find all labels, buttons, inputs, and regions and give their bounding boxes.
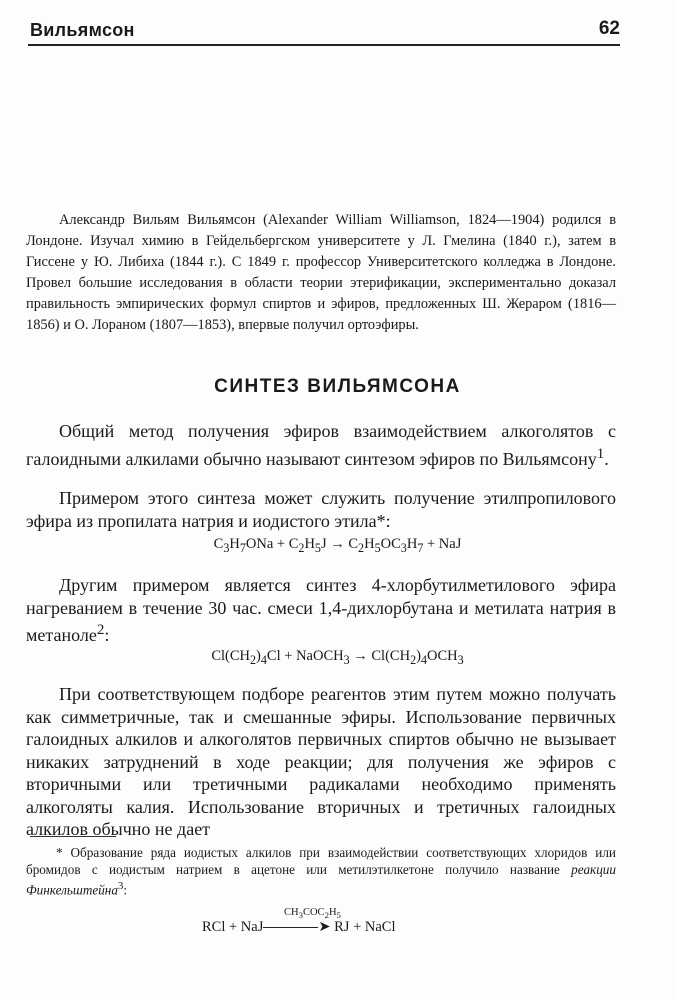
footnote-rule — [30, 836, 116, 837]
paragraph-general-method: Общий метод получения эфиров взаимодействием алкоголятов с галоидными алкилами обычно называют синтезом эфиров по Вильямсону$^1$. — [26, 421, 616, 469]
paragraph-example-2: Другим примером является синтез 4-хлорбутилметилового эфира нагреванием в течение 30 час. смеси 1,4-дихлорбутана и метилата натрия в метаноле$^2$: — [26, 575, 616, 645]
reaction-arrow — [263, 927, 318, 928]
running-title: Вильямсон — [30, 20, 135, 40]
paragraph-reagent-selection: При соответствующем подборе реагентов этим путем можно получать как симметричные, так и смешанные эфиры. Использование первичных галоидных алкилов и алкоголятов первичных спиртов обычно не вызывает никаких затруднений в ходе реакции; для получения же эфиров с вторичными или третичными радикалами необходимо применять алкоголяты калия. Использование вторичных и третичных галоидных алкилов обычно не дает — [26, 684, 616, 839]
section-title: СИНТЕЗ ВИЛЬЯМСОНА — [214, 376, 461, 397]
page-number: 62 — [598, 18, 620, 39]
reference-mark: 2 — [96, 622, 105, 638]
footnote: * Образование ряда иодистых алкилов при взаимодействии соответствующих хлоридов или бромидов с иодистым натрием в ацетоне или метилэтилкетоне получило название реакции Финкельштейна$^3$: — [26, 845, 616, 898]
equation-finkelstein: $CH_3COC_2H_5$ RCl + NaJ ➤ RJ + NaCl — [202, 907, 396, 935]
finkelstein-reaction-term: реакции Финкельштейна — [26, 862, 616, 898]
reference-mark: 1 — [596, 445, 605, 462]
footnote-mark: * — [376, 510, 386, 531]
header-rule — [28, 44, 620, 46]
equation-chlorobutyl-methyl-ether: $Cl(CH_2)_4Cl$ + NaOCH$_3$ → $Cl(CH_2)_4OCH_3$ — [211, 648, 464, 667]
reaction-arrow: → — [353, 648, 368, 664]
paragraph-example-1: Примером этого синтеза может служить получение этилпропилового эфира из пропилата натрия и иодистого этила*: — [26, 488, 616, 531]
reaction-arrow: → — [330, 536, 345, 552]
solvent-label: $CH_3COC_2H_5$ — [284, 907, 341, 921]
equation-ethylpropyl-ether: $C_3H_7ONa + C_2H_5J \to C_2H_5OC_3H_7$ + NaJ — [213, 536, 462, 555]
biography-paragraph: Александр Вильям Вильямсон (Alexander William Williamson, 1824—1904) родился в Лондоне. Изучал химию в Гейдельбергском университете у Л. Гмелина (1840 г.), затем в Гиссене у Ю. Либиха (1844 г.). С 1849 г. профессор Университетского колледжа в Лондоне. Провел большие исследования в области теории этерификации, экспериментально доказал правильность эмпирических формул спиртов и эфиров, предложенных Ш. Жераром (1816—1856) и О. Лораном (1807—1853), впервые получил ортоэфиры. — [26, 212, 616, 333]
